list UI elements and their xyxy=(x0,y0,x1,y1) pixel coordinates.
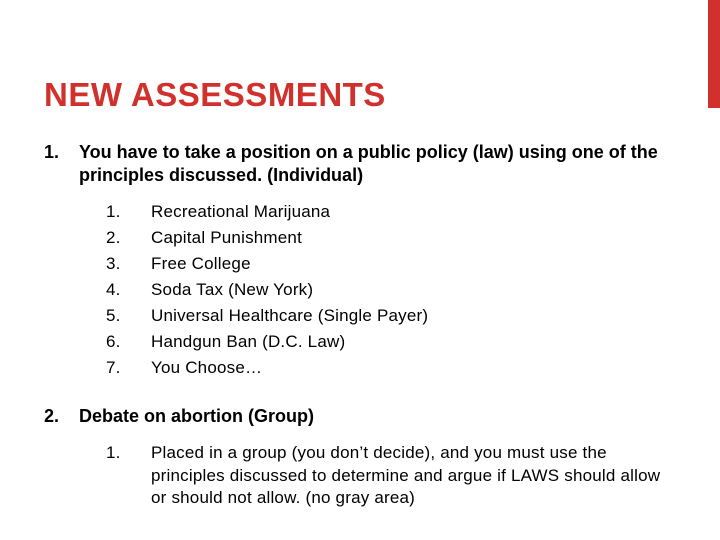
main-item-individual-policy xyxy=(44,141,664,381)
list-item-text: Handgun Ban (D.C. Law) xyxy=(151,332,346,351)
main-item-abortion-debate xyxy=(44,405,664,510)
list-item xyxy=(106,225,664,251)
list-item xyxy=(106,329,664,355)
list-item-number: 6. xyxy=(106,332,121,351)
list-item xyxy=(106,277,664,303)
list-item-number: 3. xyxy=(106,254,121,273)
debate-details-list xyxy=(79,442,664,510)
list-item-number: 7. xyxy=(106,358,121,377)
list-item-text: Recreational Marijuana xyxy=(151,202,331,221)
list-item-text: Placed in a group (you don’t decide), and you must use the principles discussed to determine and argue if LAWS should allow or should not allow. (no gray area) xyxy=(151,443,661,507)
list-item-text: You Choose… xyxy=(151,358,263,377)
list-item-number: 2. xyxy=(106,228,121,247)
slide-title: NEW ASSESSMENTS xyxy=(44,76,386,113)
content-list xyxy=(44,141,664,510)
list-item xyxy=(106,251,664,277)
list-item-number: 1. xyxy=(106,443,121,462)
list-item-text: Soda Tax (New York) xyxy=(151,280,314,299)
accent-bar xyxy=(708,0,720,108)
list-item-number: 1. xyxy=(106,202,121,221)
policy-options-list xyxy=(79,199,664,381)
list-item-text: Capital Punishment xyxy=(151,228,303,247)
list-item xyxy=(106,199,664,225)
list-item-text: Free College xyxy=(151,254,251,273)
list-item-number: 5. xyxy=(106,306,121,325)
main-item-text: You have to take a position on a public policy (law) using one of the principles discussed. (Individual) xyxy=(79,142,658,185)
list-item-text: Universal Healthcare (Single Payer) xyxy=(151,306,429,325)
main-item-text: Debate on abortion (Group) xyxy=(79,406,314,426)
main-item-number: 1. xyxy=(44,142,60,162)
main-item-number: 2. xyxy=(44,406,60,426)
list-item-number: 4. xyxy=(106,280,121,299)
list-item xyxy=(106,355,664,381)
list-item xyxy=(106,442,664,510)
list-item xyxy=(106,303,664,329)
